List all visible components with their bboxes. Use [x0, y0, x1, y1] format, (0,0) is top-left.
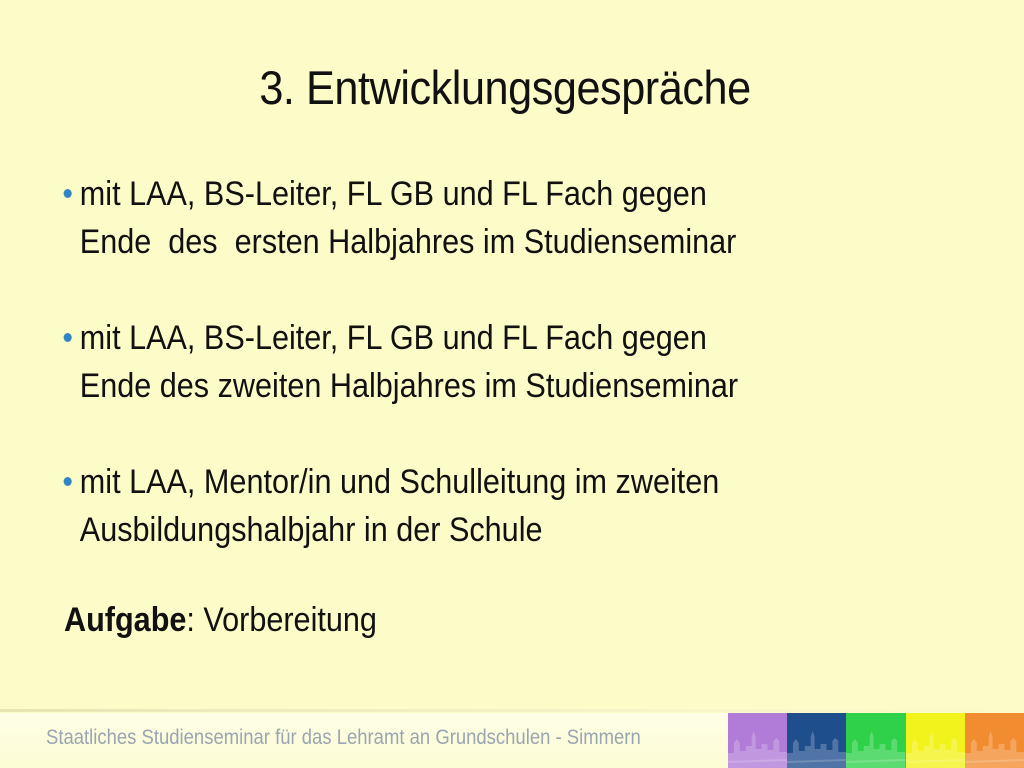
- bullet-2-line-1: mit LAA, BS-Leiter, FL GB und FL Fach gegen: [79, 319, 707, 357]
- bullet-1-line-1: mit LAA, BS-Leiter, FL GB und FL Fach gegen: [79, 175, 707, 213]
- bullet-item-2: [60, 314, 870, 410]
- color-block-5: [965, 713, 1024, 768]
- task-line: [64, 596, 377, 644]
- footer-color-strip: [728, 713, 1024, 768]
- footer-text: Staatliches Studienseminar für das Lehramt an Grundschulen - Simmern: [46, 726, 641, 749]
- town-silhouette-icon: [906, 713, 965, 768]
- color-block-3: [846, 713, 905, 768]
- color-block-4: [906, 713, 965, 768]
- bullet-list: [60, 170, 960, 602]
- color-block-2: [787, 713, 846, 768]
- bullet-dot-icon: [64, 477, 72, 486]
- bullet-3-line-2: Ausbildungshalbjahr in der Schule: [79, 511, 543, 549]
- bullet-item-1: [60, 170, 870, 266]
- bullet-3-line-1: mit LAA, Mentor/in und Schulleitung im zweiten: [79, 463, 720, 501]
- color-block-1: [728, 713, 787, 768]
- bullet-dot-icon: [64, 189, 72, 198]
- bullet-item-3: [60, 458, 870, 554]
- town-silhouette-icon: [728, 713, 787, 768]
- footer-divider: [0, 709, 1024, 712]
- town-silhouette-icon: [787, 713, 846, 768]
- town-silhouette-icon: [846, 713, 905, 768]
- slide-title: 3. Entwicklungsgespräche: [259, 61, 751, 114]
- task-text: : Vorbereitung: [186, 601, 377, 639]
- town-silhouette-icon: [965, 713, 1024, 768]
- bullet-2-line-2: Ende des zweiten Halbjahres im Studienseminar: [79, 367, 739, 405]
- task-label: Aufgabe: [64, 601, 187, 639]
- bullet-dot-icon: [64, 333, 72, 342]
- bullet-1-line-2: Ende des ersten Halbjahres im Studienseminar: [79, 223, 737, 261]
